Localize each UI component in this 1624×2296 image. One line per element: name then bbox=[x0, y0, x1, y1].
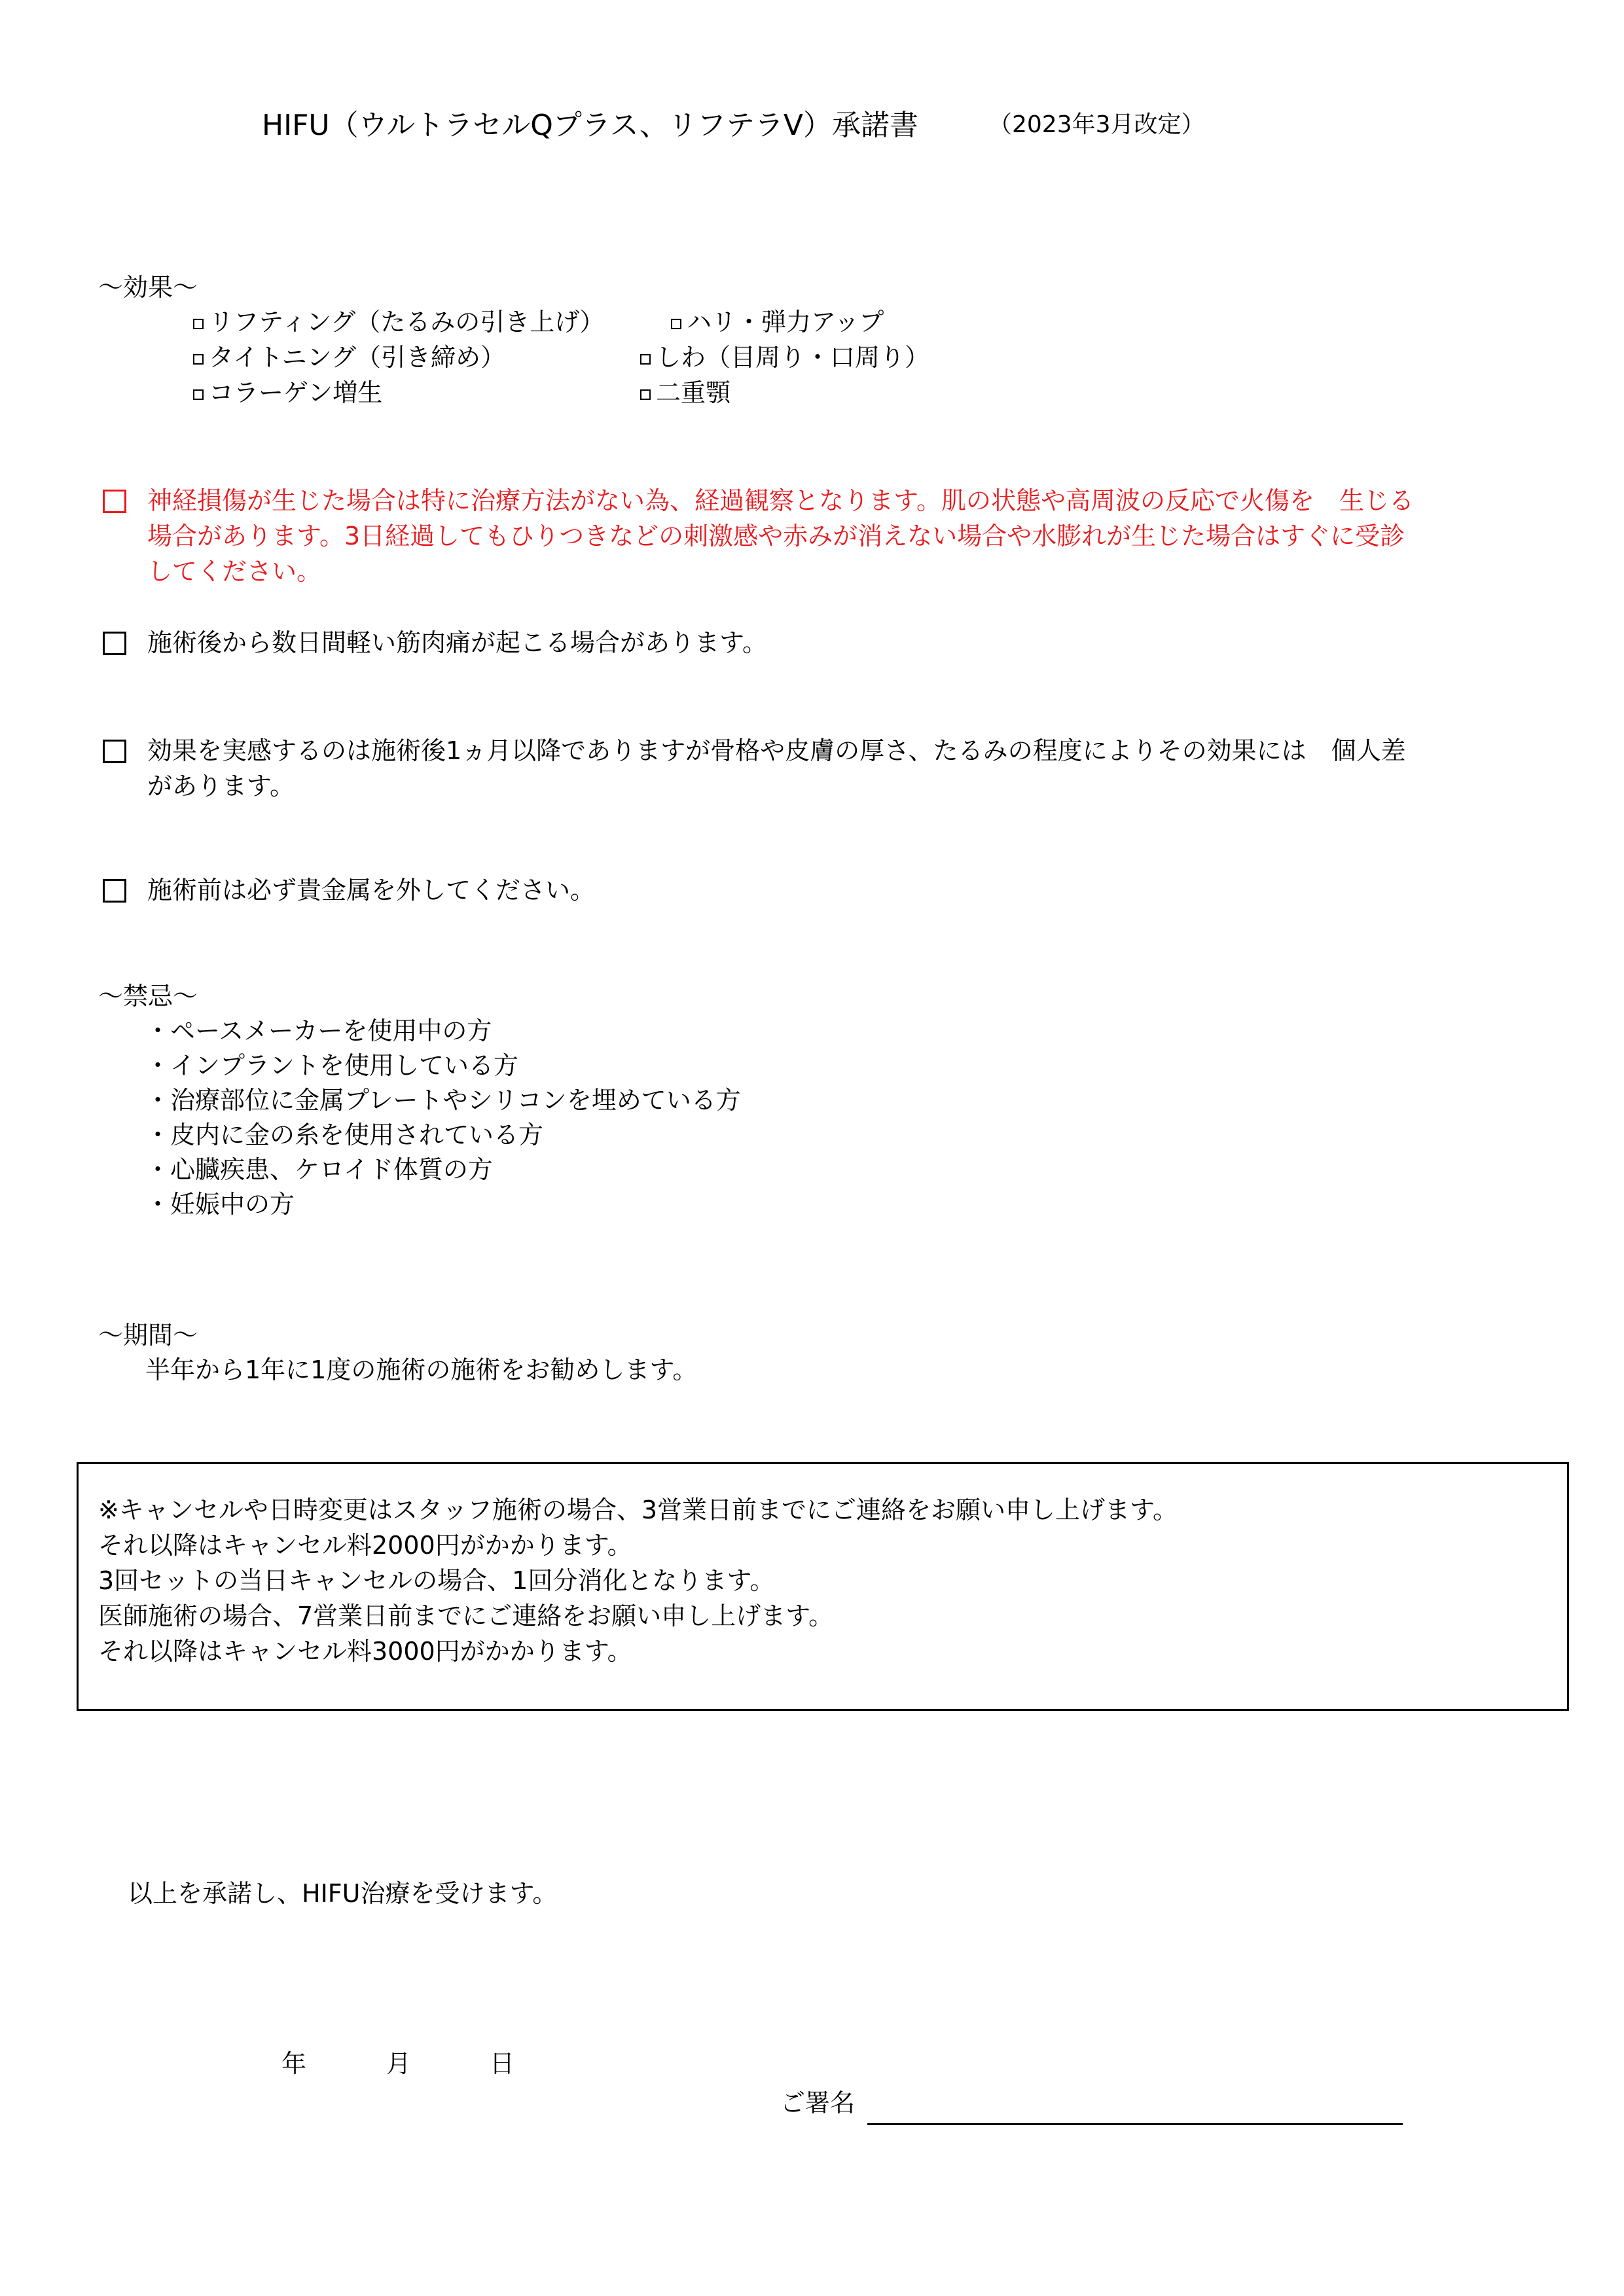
period-heading: ～期間～ bbox=[98, 1321, 198, 1350]
notice-checkbox[interactable] bbox=[103, 740, 126, 763]
checkbox-icon bbox=[193, 354, 204, 365]
revision-date: （2023年3月改定） bbox=[988, 111, 1205, 138]
effect-item: ハリ・弾力アップ bbox=[671, 304, 884, 340]
date-day-label: 日 bbox=[490, 2049, 515, 2078]
muscle-pain-notice: 施術後から数日間軽い筋肉痛が起こる場合があります。 bbox=[147, 628, 767, 657]
signature-label: ご署名 bbox=[780, 2089, 856, 2117]
checkbox-icon bbox=[640, 389, 651, 400]
contraindication-item: ・ペースメーカーを使用中の方 bbox=[145, 1016, 492, 1045]
notice-checkbox[interactable] bbox=[103, 490, 126, 513]
contraindication-item: ・皮内に金の糸を使用されている方 bbox=[145, 1121, 544, 1149]
jewelry-notice: 施術前は必ず貴金属を外してください。 bbox=[147, 876, 596, 905]
checkbox-icon bbox=[640, 354, 651, 365]
cancellation-policy: ※キャンセルや日時変更はスタッフ施術の場合、3営業日前までにご連絡をお願い申し上げます。 それ以降はキャンセル料2000円がかかります。 3回セットの当日キャンセルの場合、1回分消化となります。 医師施術の場合、7営業日前までにご連絡をお願い申し上げます。 それ以降はキャンセル料3000円がかかります。 bbox=[98, 1496, 1178, 1666]
date-month-label: 月 bbox=[386, 2049, 412, 2078]
nerve-damage-notice: 神経損傷が生じた場合は特に治療方法がない為、経過観察となります。肌の状態や高周波の反応で火傷を 生じる 場合があります。3日経過してもひりつきなどの刺激感や赤みが消えない場合や水膨れが生じた場合はすぐに受診 してください。 bbox=[147, 486, 1414, 586]
document-title: HIFU（ウルトラセルQプラス、リフテラV）承諾書 bbox=[262, 109, 918, 142]
signature-field[interactable] bbox=[867, 2123, 1403, 2125]
effect-item: タイトニング（引き締め） bbox=[193, 340, 505, 375]
contraindication-item: ・妊娠中の方 bbox=[145, 1190, 295, 1219]
notice-checkbox[interactable] bbox=[103, 879, 126, 903]
checkbox-icon bbox=[671, 319, 681, 329]
effect-item: コラーゲン増生 bbox=[193, 375, 382, 410]
checkbox-icon bbox=[193, 389, 204, 400]
contraindication-item: ・インプラントを使用している方 bbox=[145, 1051, 519, 1080]
contraindication-item: ・心臓疾患、ケロイド体質の方 bbox=[145, 1155, 493, 1184]
date-year-label: 年 bbox=[281, 2049, 307, 2078]
consent-statement: 以上を承諾し、HIFU治療を受けます。 bbox=[128, 1879, 558, 1908]
contraindications-heading: ～禁忌～ bbox=[98, 982, 198, 1011]
effect-item: リフティング（たるみの引き上げ） bbox=[193, 304, 604, 340]
effect-item: しわ（目周り・口周り） bbox=[640, 340, 929, 375]
effect-timing-notice: 効果を実感するのは施術後1ヵ月以降でありますが骨格や皮膚の厚さ、たるみの程度によりその効果には 個人差 があります。 bbox=[147, 736, 1406, 800]
effects-heading: ～効果～ bbox=[98, 273, 198, 302]
notice-checkbox[interactable] bbox=[103, 632, 126, 655]
period-text: 半年から1年に1度の施術の施術をお勧めします。 bbox=[145, 1355, 698, 1384]
contraindication-item: ・治療部位に金属プレートやシリコンを埋めている方 bbox=[145, 1086, 741, 1115]
effect-item: 二重顎 bbox=[640, 375, 731, 410]
checkbox-icon bbox=[193, 319, 204, 329]
